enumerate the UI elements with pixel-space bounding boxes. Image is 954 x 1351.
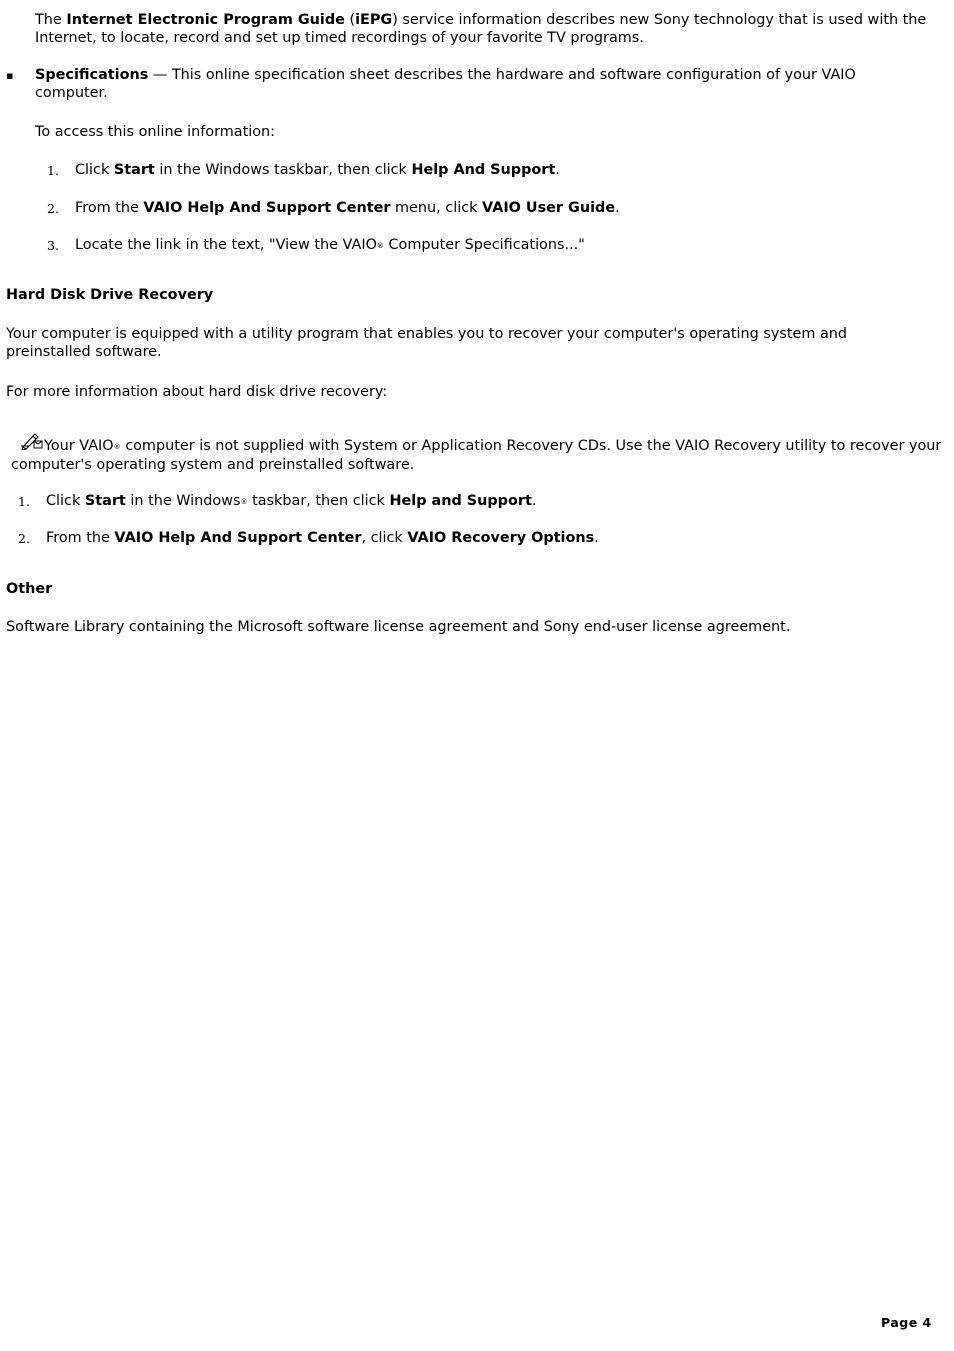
access-step-2-d: . bbox=[615, 200, 620, 216]
recovery-step-1 bbox=[46, 493, 536, 512]
access-step-3-a: Locate the link in the text, "View the VAIO bbox=[75, 237, 377, 253]
recovery-more: For more information about hard disk drive recovery: bbox=[6, 384, 388, 400]
iepg-rest: ) service information describes new Sony technology that is used with the Internet, to locate, record and set up timed recordings of your favorite TV programs. bbox=[35, 12, 927, 46]
access-step-2-c: menu, click bbox=[390, 200, 483, 216]
recovery-step-1-number: 1. bbox=[18, 494, 30, 509]
iepg-abbr: iEPG bbox=[355, 12, 393, 28]
other-paragraph: Software Library containing the Microsoft software license agreement and Sony end-user license agreement. bbox=[6, 619, 791, 635]
access-step-3-c: Computer Specifications..." bbox=[383, 237, 585, 253]
access-step-2 bbox=[75, 200, 620, 218]
access-step-1-c: in the Windows taskbar, then click bbox=[154, 162, 412, 178]
recovery-step-1-reg: ® bbox=[240, 498, 248, 506]
access-step-1-number: 1. bbox=[47, 163, 59, 178]
access-step-3-number: 3. bbox=[47, 238, 59, 253]
recovery-step-2-options: VAIO Recovery Options bbox=[407, 530, 595, 546]
recovery-step-1-a: Click bbox=[46, 493, 85, 509]
recovery-step-2-d: . bbox=[594, 530, 599, 546]
recovery-step-2-c: , click bbox=[361, 530, 408, 546]
access-intro: To access this online information: bbox=[35, 124, 275, 140]
other-heading: Other bbox=[6, 581, 53, 597]
specs-rest: — This online specification sheet describes the hardware and software configuration of your VAIO computer. bbox=[35, 67, 856, 101]
page-number: Page 4 bbox=[881, 1315, 932, 1330]
recovery-step-1-c2: taskbar, then click bbox=[247, 493, 390, 509]
recovery-step-1-start: Start bbox=[84, 493, 126, 509]
recovery-step-2 bbox=[46, 530, 599, 548]
access-step-1-d: . bbox=[555, 162, 560, 178]
recovery-note bbox=[11, 438, 951, 474]
recovery-step-1-d: . bbox=[531, 493, 537, 509]
iepg-pre: The bbox=[35, 12, 67, 28]
iepg-open: ( bbox=[344, 12, 356, 28]
recovery-step-2-number: 2. bbox=[18, 531, 30, 546]
specs-term: Specifications bbox=[35, 67, 149, 83]
recovery-heading: Hard Disk Drive Recovery bbox=[6, 287, 214, 303]
access-step-2-number: 2. bbox=[47, 201, 59, 216]
recovery-step-2-a: From the bbox=[46, 530, 115, 546]
recovery-step-1-c: in the Windows bbox=[125, 493, 241, 509]
recovery-paragraph: Your computer is equipped with a utility program that enables you to recover your computer's operating system and preinstalled software. bbox=[6, 326, 848, 360]
recovery-step-1-help: Help and Support bbox=[389, 493, 532, 509]
access-step-1 bbox=[75, 162, 560, 180]
access-step-3 bbox=[75, 237, 585, 256]
access-step-2-a: From the bbox=[75, 200, 144, 216]
iepg-paragraph bbox=[35, 12, 935, 47]
access-step-1-a: Click bbox=[75, 162, 114, 178]
access-step-1-start: Start bbox=[113, 162, 155, 178]
recovery-step-2-center: VAIO Help And Support Center bbox=[114, 530, 362, 546]
note-registered-mark: ® bbox=[113, 443, 121, 451]
note-b: computer is not supplied with System or Application Recovery CDs. Use the VAIO Recovery utility to recover your computer's operating system and preinstalled software. bbox=[11, 438, 942, 473]
access-step-1-help: Help And Support bbox=[411, 162, 556, 178]
iepg-term: Internet Electronic Program Guide bbox=[66, 12, 345, 28]
specs-paragraph bbox=[35, 67, 915, 102]
access-step-2-center: VAIO Help And Support Center bbox=[143, 200, 391, 216]
registered-mark: ® bbox=[376, 242, 384, 250]
note-a: Your VAIO bbox=[44, 438, 114, 454]
specs-bullet-icon: ▪ bbox=[6, 69, 14, 82]
access-step-2-guide: VAIO User Guide bbox=[482, 200, 616, 216]
